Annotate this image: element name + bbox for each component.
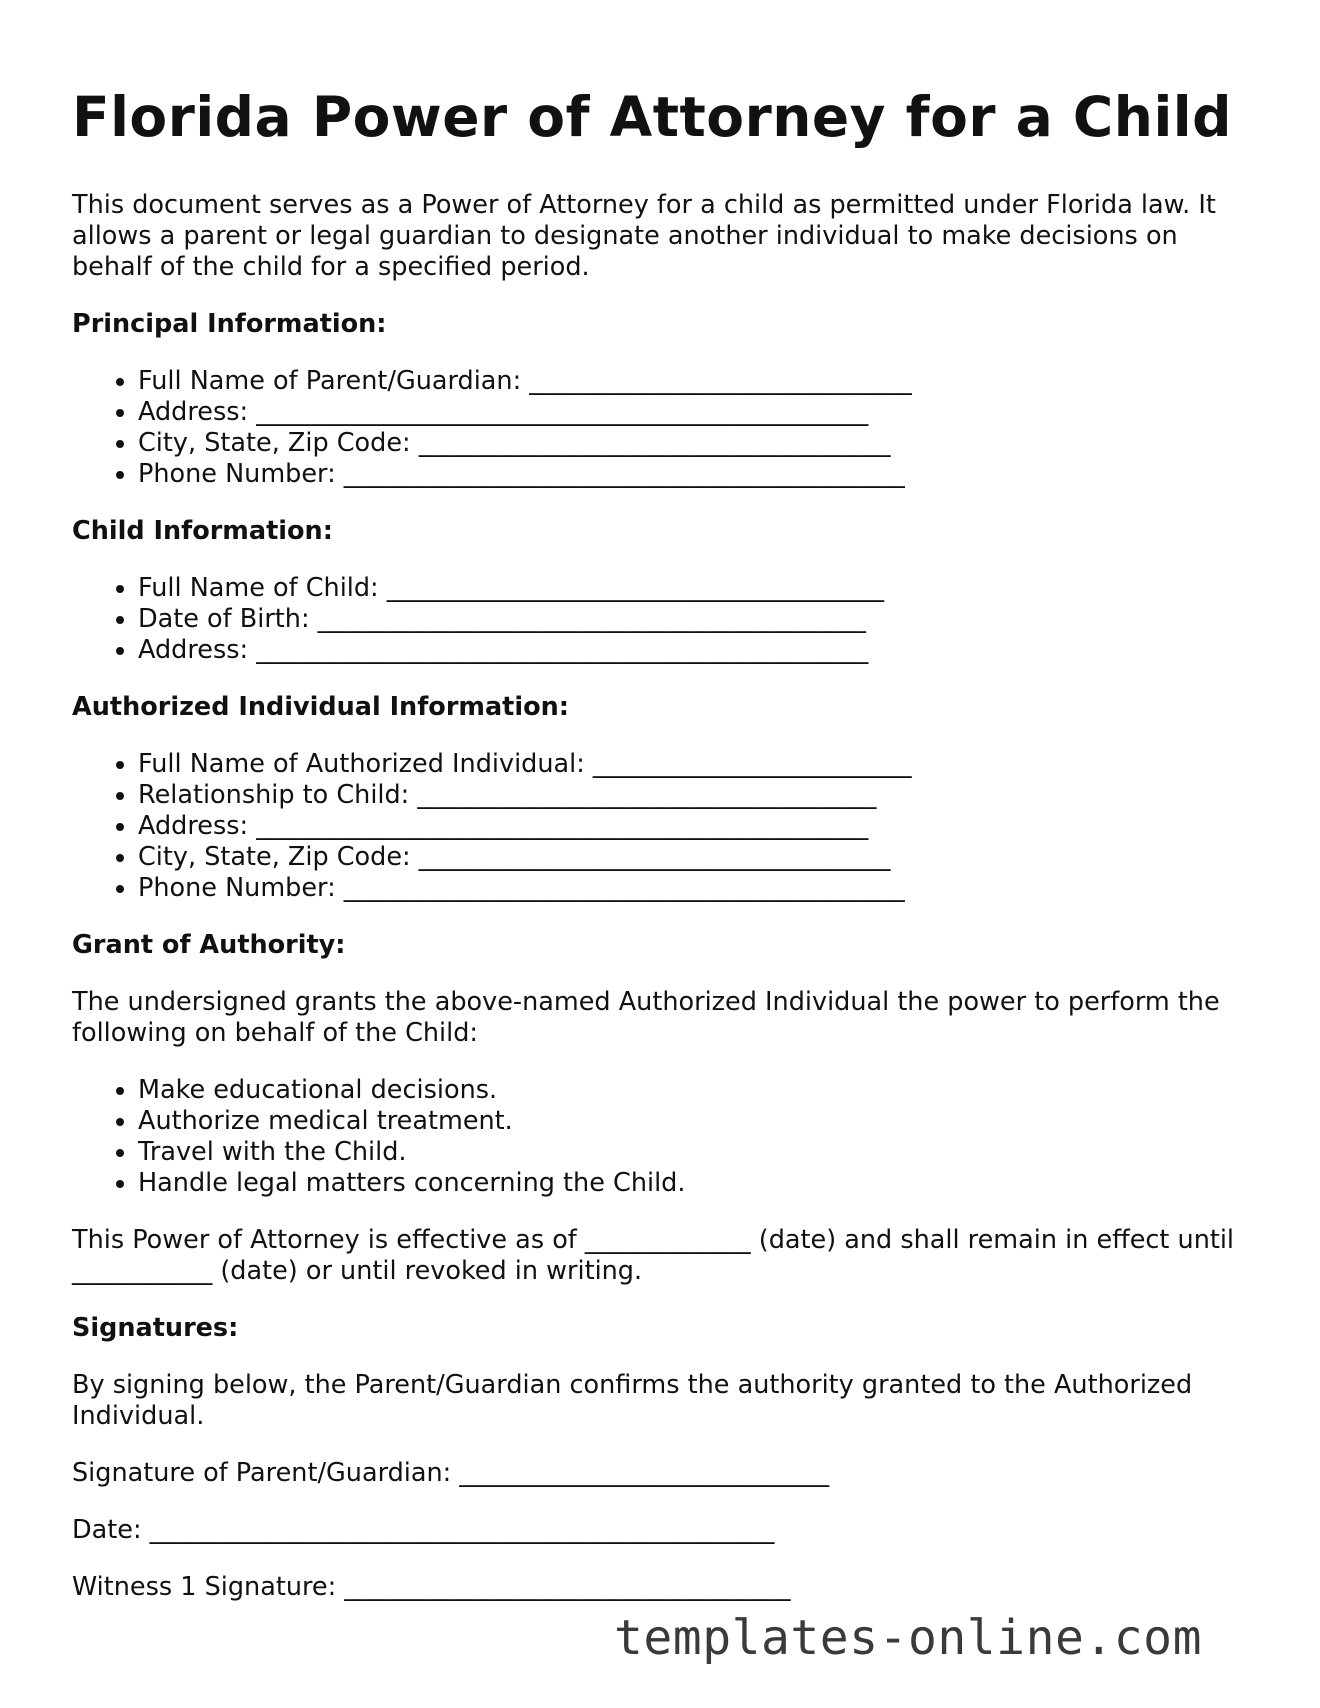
grant-item: • Make educational decisions. xyxy=(138,1075,1252,1106)
authorized-name-field: • Full Name of Authorized Individual: _________________________ xyxy=(138,749,1252,780)
child-heading: Child Information: xyxy=(72,516,333,546)
principal-city-field: • City, State, Zip Code: _____________________________________ xyxy=(138,428,1252,459)
witness-signature-line: Witness 1 Signature: ___________________________________ xyxy=(72,1572,791,1602)
authorized-list xyxy=(72,749,1252,904)
child-address-field: • Address: ________________________________________________ xyxy=(138,635,1252,666)
authorized-heading: Authorized Individual Information: xyxy=(72,692,569,722)
authorized-address-field: • Address: ________________________________________________ xyxy=(138,811,1252,842)
principal-name-field: • Full Name of Parent/Guardian: ______________________________ xyxy=(138,366,1252,397)
child-list xyxy=(72,573,1252,666)
authorized-relationship-field: • Relationship to Child: ____________________________________ xyxy=(138,780,1252,811)
signatures-paragraph: By signing below, the Parent/Guardian confirms the authority granted to the Authorized Individual. xyxy=(72,1370,1193,1431)
page-title: Florida Power of Attorney for a Child xyxy=(72,85,1233,149)
effective-paragraph: This Power of Attorney is effective as of _____________ (date) and shall remain in effect until ___________ (date) or until revoked in writing. xyxy=(72,1225,1235,1286)
document-page xyxy=(72,84,1252,1603)
child-dob-field: • Date of Birth: ___________________________________________ xyxy=(138,604,1252,635)
intro-paragraph: This document serves as a Power of Attorney for a child as permitted under Florida law. It allows a parent or legal guardian to designate another individual to make decisions on behalf of the child for a specified period. xyxy=(72,190,1216,282)
authorized-phone-field: • Phone Number: ____________________________________________ xyxy=(138,873,1252,904)
principal-phone-field: • Phone Number: ____________________________________________ xyxy=(138,459,1252,490)
principal-address-field: • Address: ________________________________________________ xyxy=(138,397,1252,428)
grant-item: • Handle legal matters concerning the Child. xyxy=(138,1168,1252,1199)
principal-list xyxy=(72,366,1252,490)
authorized-city-field: • City, State, Zip Code: _____________________________________ xyxy=(138,842,1252,873)
grant-heading: Grant of Authority: xyxy=(72,930,346,960)
principal-heading: Principal Information: xyxy=(72,309,387,339)
parent-signature-line: Signature of Parent/Guardian: _____________________________ xyxy=(72,1458,830,1488)
grant-list xyxy=(72,1075,1252,1199)
grant-paragraph: The undersigned grants the above-named Authorized Individual the power to perform the following on behalf of the Child: xyxy=(72,987,1220,1048)
date-line: Date: _________________________________________________ xyxy=(72,1515,775,1545)
child-name-field: • Full Name of Child: _______________________________________ xyxy=(138,573,1252,604)
grant-item: • Travel with the Child. xyxy=(138,1137,1252,1168)
signatures-heading: Signatures: xyxy=(72,1313,239,1343)
grant-item: • Authorize medical treatment. xyxy=(138,1106,1252,1137)
watermark: templates-online.com xyxy=(614,1610,1202,1666)
